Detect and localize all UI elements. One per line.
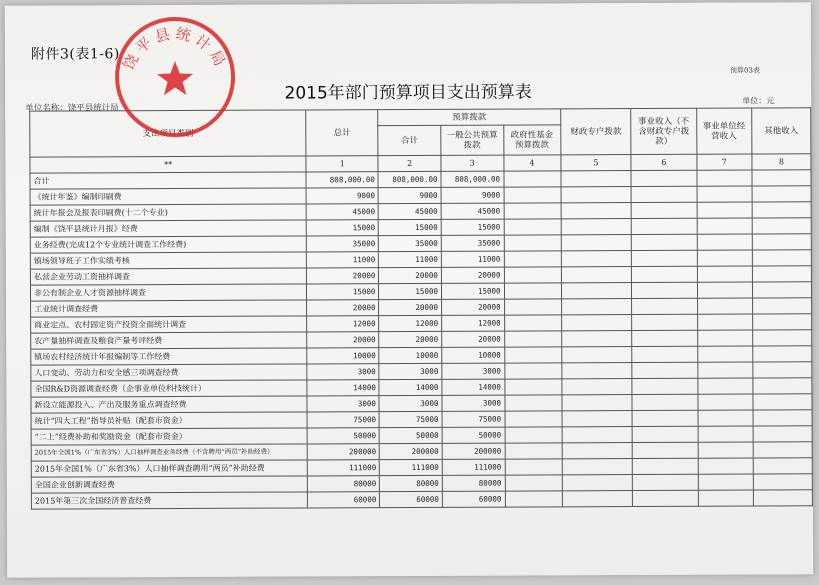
empty-cell xyxy=(697,378,752,394)
table-row xyxy=(31,490,812,509)
col-other-income: 其他收入 xyxy=(752,108,811,154)
empty-cell xyxy=(632,442,697,458)
empty-cell xyxy=(562,363,633,379)
page-title: 2015年部门预算项目支出预算表 xyxy=(284,82,532,104)
budget-table xyxy=(29,107,813,509)
empty-cell xyxy=(697,266,752,282)
empty-cell xyxy=(561,187,632,203)
col-operating-income: 事业单位经营收入 xyxy=(696,108,751,154)
empty-cell xyxy=(752,202,811,218)
empty-cell xyxy=(562,411,633,427)
row-total: 3000 xyxy=(307,396,379,412)
row-total: 75000 xyxy=(307,412,379,428)
empty-cell xyxy=(697,394,752,410)
unit-name: 单位名称：饶平县统计局 xyxy=(25,103,119,114)
row-general-public: 45000 xyxy=(441,203,504,219)
row-general-public: 50000 xyxy=(442,427,505,443)
row-subtotal: 20000 xyxy=(379,267,442,283)
col-subtotal: 合计 xyxy=(378,125,441,155)
row-category: “二上”经费补助和奖励资金（配套市资金） xyxy=(31,428,307,445)
row-total: 3000 xyxy=(307,364,379,380)
empty-cell xyxy=(504,203,561,219)
row-subtotal: 14000 xyxy=(379,379,442,395)
col-total: 总计 xyxy=(306,110,378,156)
empty-cell xyxy=(752,186,811,202)
row-category: 《统计年鉴》编制印刷费 xyxy=(30,188,306,205)
row-subtotal: 12000 xyxy=(379,315,442,331)
empty-cell xyxy=(562,395,633,411)
form-code: 预算03表 xyxy=(730,66,760,75)
empty-cell xyxy=(753,426,812,442)
row-general-public: 14000 xyxy=(442,379,505,395)
empty-cell xyxy=(504,251,561,267)
empty-cell xyxy=(632,234,697,250)
empty-cell xyxy=(698,474,753,490)
empty-cell xyxy=(561,347,632,363)
empty-cell xyxy=(752,282,811,298)
empty-cell xyxy=(753,490,812,506)
empty-cell xyxy=(697,314,752,330)
empty-cell xyxy=(561,283,632,299)
row-category: 全国R&D资源调查经费（企事业单位科技统计） xyxy=(31,380,307,397)
col-institution-income: 事业收入（不含财政专户拨款） xyxy=(631,108,696,154)
empty-cell xyxy=(505,427,562,443)
empty-cell xyxy=(752,250,811,266)
row-general-public: 12000 xyxy=(442,315,505,331)
document-sheet xyxy=(5,2,813,578)
empty-cell xyxy=(698,490,753,506)
empty-cell xyxy=(697,170,752,186)
empty-cell xyxy=(504,347,561,363)
row-subtotal: 3000 xyxy=(379,395,442,411)
empty-cell xyxy=(505,475,562,491)
row-general-public: 35000 xyxy=(441,235,504,251)
empty-cell xyxy=(504,395,561,411)
index-cell: 8 xyxy=(752,154,811,170)
row-category: 镇场农村经济统计年报编制等工作经费 xyxy=(31,348,307,365)
index-cell: 5 xyxy=(561,155,632,171)
empty-cell xyxy=(561,251,632,267)
row-total: 15000 xyxy=(306,220,378,236)
empty-cell xyxy=(561,235,632,251)
empty-cell xyxy=(562,491,633,507)
index-cell: 2 xyxy=(378,155,441,171)
empty-cell xyxy=(633,458,698,474)
empty-cell xyxy=(561,219,632,235)
empty-cell xyxy=(504,315,561,331)
empty-cell xyxy=(561,331,632,347)
row-total: 20000 xyxy=(307,268,379,284)
empty-cell xyxy=(562,443,633,459)
col-category: 支出项目类别 xyxy=(30,110,306,157)
index-cell: 1 xyxy=(306,156,378,172)
empty-cell xyxy=(752,170,811,186)
empty-cell xyxy=(633,490,698,506)
row-general-public: 80000 xyxy=(442,475,505,491)
row-total: 808,000.00 xyxy=(306,172,378,188)
table-body xyxy=(30,170,812,509)
row-subtotal: 15000 xyxy=(379,219,442,235)
empty-cell xyxy=(752,266,811,282)
empty-cell xyxy=(632,378,697,394)
row-subtotal: 11000 xyxy=(379,251,442,267)
row-subtotal: 75000 xyxy=(379,411,442,427)
row-subtotal: 9000 xyxy=(378,187,441,203)
row-general-public: 20000 xyxy=(442,331,505,347)
row-subtotal: 15000 xyxy=(379,283,442,299)
empty-cell xyxy=(632,266,697,282)
empty-cell xyxy=(505,491,562,507)
empty-cell xyxy=(631,202,696,218)
empty-cell xyxy=(632,218,697,234)
row-general-public: 808,000.00 xyxy=(441,171,504,187)
empty-cell xyxy=(504,283,561,299)
row-subtotal: 35000 xyxy=(379,235,442,251)
row-total: 15000 xyxy=(307,284,379,300)
row-total: 200000 xyxy=(307,444,379,460)
empty-cell xyxy=(504,219,561,235)
empty-cell xyxy=(561,315,632,331)
empty-cell xyxy=(753,394,812,410)
row-category: 工业统计调查经费 xyxy=(31,300,307,317)
empty-cell xyxy=(753,362,812,378)
col-fiscal-special: 财政专户拨款 xyxy=(560,109,631,155)
empty-cell xyxy=(504,187,561,203)
row-general-public: 3000 xyxy=(442,363,505,379)
row-category: 业务经费(完成12个专业统计调查工作经费) xyxy=(30,236,306,253)
empty-cell xyxy=(631,170,696,186)
empty-cell xyxy=(698,410,753,426)
empty-cell xyxy=(632,282,697,298)
empty-cell xyxy=(561,299,632,315)
empty-cell xyxy=(698,458,753,474)
empty-cell xyxy=(753,458,812,474)
empty-cell xyxy=(504,379,561,395)
row-total: 12000 xyxy=(307,316,379,332)
empty-cell xyxy=(561,171,632,187)
empty-cell xyxy=(632,250,697,266)
empty-cell xyxy=(753,346,812,362)
empty-cell xyxy=(632,330,697,346)
row-total: 10000 xyxy=(307,348,379,364)
empty-cell xyxy=(562,475,633,491)
empty-cell xyxy=(562,459,633,475)
row-subtotal: 45000 xyxy=(379,203,442,219)
index-cell: 3 xyxy=(441,155,504,171)
empty-cell xyxy=(753,378,812,394)
empty-cell xyxy=(698,426,753,442)
empty-cell xyxy=(697,346,752,362)
row-total: 9000 xyxy=(306,188,378,204)
col-general-public: 一般公共预算拨款 xyxy=(441,125,504,155)
row-general-public: 20000 xyxy=(442,299,505,315)
empty-cell xyxy=(697,218,752,234)
empty-cell xyxy=(697,202,752,218)
empty-cell xyxy=(633,474,698,490)
empty-cell xyxy=(562,427,633,443)
row-total: 111000 xyxy=(308,460,380,476)
empty-cell xyxy=(753,474,812,490)
empty-cell xyxy=(504,299,561,315)
row-general-public: 75000 xyxy=(442,411,505,427)
empty-cell xyxy=(561,203,632,219)
row-subtotal: 60000 xyxy=(380,491,443,507)
row-total: 50000 xyxy=(307,428,379,444)
seal-text: 饶平县统计局 xyxy=(119,24,231,73)
row-subtotal: 20000 xyxy=(379,331,442,347)
row-subtotal: 80000 xyxy=(380,475,443,491)
empty-cell xyxy=(504,267,561,283)
empty-cell xyxy=(504,235,561,251)
empty-cell xyxy=(752,314,811,330)
empty-cell xyxy=(753,410,812,426)
row-subtotal: 200000 xyxy=(380,443,443,459)
empty-cell xyxy=(697,234,752,250)
row-total: 20000 xyxy=(307,332,379,348)
annex-label: 附件3(表1-6) xyxy=(30,46,120,63)
row-category: 编制《饶平县统计月报》经费 xyxy=(30,220,306,237)
empty-cell xyxy=(632,362,697,378)
row-general-public: 15000 xyxy=(441,219,504,235)
col-gov-fund: 政府性基金预算拨款 xyxy=(503,125,560,155)
empty-cell xyxy=(697,282,752,298)
row-category: 2015年全国1%（广东省3%）人口抽样调查聘用“两员”补助经费 xyxy=(31,460,307,477)
row-subtotal: 808,000.00 xyxy=(378,171,441,187)
index-cell: 4 xyxy=(503,155,560,171)
row-category: 农产量抽样调查及粮食产量考评经费 xyxy=(31,332,307,349)
empty-cell xyxy=(697,362,752,378)
row-category: 私营企业劳动工资抽样调查 xyxy=(30,268,306,285)
row-total: 60000 xyxy=(308,492,380,508)
row-category: 商业定点、农村固定资产投资全面统计调查 xyxy=(31,316,307,333)
empty-cell xyxy=(752,330,811,346)
empty-cell xyxy=(698,442,753,458)
empty-cell xyxy=(505,411,562,427)
empty-cell xyxy=(505,459,562,475)
row-subtotal: 111000 xyxy=(380,459,443,475)
empty-cell xyxy=(632,346,697,362)
row-category: 合计 xyxy=(30,172,306,189)
empty-cell xyxy=(632,314,697,330)
row-total: 35000 xyxy=(307,236,379,252)
empty-cell xyxy=(504,331,561,347)
empty-cell xyxy=(632,410,697,426)
empty-cell xyxy=(562,379,633,395)
row-general-public: 9000 xyxy=(441,187,504,203)
row-total: 11000 xyxy=(307,252,379,268)
currency-unit: 单位：元 xyxy=(742,96,775,106)
empty-cell xyxy=(752,218,811,234)
index-cell: ** xyxy=(30,156,306,173)
row-subtotal: 20000 xyxy=(379,299,442,315)
empty-cell xyxy=(697,250,752,266)
empty-cell xyxy=(631,186,696,202)
row-total: 45000 xyxy=(306,204,378,220)
row-category: 非公有制企业人才资源抽样调查 xyxy=(30,284,306,301)
empty-cell xyxy=(503,171,560,187)
empty-cell xyxy=(753,442,812,458)
row-category: 2015年第三次全国经济普查经费 xyxy=(31,492,307,509)
empty-cell xyxy=(505,443,562,459)
row-total: 20000 xyxy=(307,300,379,316)
empty-cell xyxy=(504,363,561,379)
row-category: 全国企业创新调查经费 xyxy=(31,476,307,493)
empty-cell xyxy=(697,330,752,346)
row-category: 2015年全国1%（广东省3%）人口抽样调查业务经费（不含聘用“两员”补助经费） xyxy=(31,444,307,461)
empty-cell xyxy=(632,394,697,410)
row-general-public: 11000 xyxy=(441,251,504,267)
row-subtotal: 50000 xyxy=(380,427,443,443)
row-total: 80000 xyxy=(308,476,380,492)
row-total: 14000 xyxy=(307,380,379,396)
row-general-public: 20000 xyxy=(441,267,504,283)
row-category: 统计“四大工程”指导员补贴（配套市资金） xyxy=(31,412,307,429)
row-general-public: 200000 xyxy=(442,443,505,459)
row-category: 统计年报会及报表印刷费(十二个专业) xyxy=(30,204,306,221)
col-budget-group: 预算拨款 xyxy=(378,109,560,126)
row-general-public: 60000 xyxy=(442,491,505,507)
row-category: 新设立能源投入、产出及服务重点调查经费 xyxy=(31,396,307,413)
empty-cell xyxy=(752,298,811,314)
row-general-public: 3000 xyxy=(442,395,505,411)
row-general-public: 111000 xyxy=(442,459,505,475)
index-cell: 6 xyxy=(631,154,696,170)
empty-cell xyxy=(632,426,697,442)
empty-cell xyxy=(632,298,697,314)
empty-cell xyxy=(561,267,632,283)
row-category: 镇场领导班子工作实绩考核 xyxy=(30,252,306,269)
row-subtotal: 10000 xyxy=(379,347,442,363)
row-general-public: 10000 xyxy=(442,347,505,363)
empty-cell xyxy=(697,298,752,314)
row-subtotal: 3000 xyxy=(379,363,442,379)
index-cell: 7 xyxy=(696,154,751,170)
row-category: 人口变动、劳动力和安全感三项调查经费 xyxy=(31,364,307,381)
empty-cell xyxy=(697,186,752,202)
empty-cell xyxy=(752,234,811,250)
row-general-public: 15000 xyxy=(441,283,504,299)
